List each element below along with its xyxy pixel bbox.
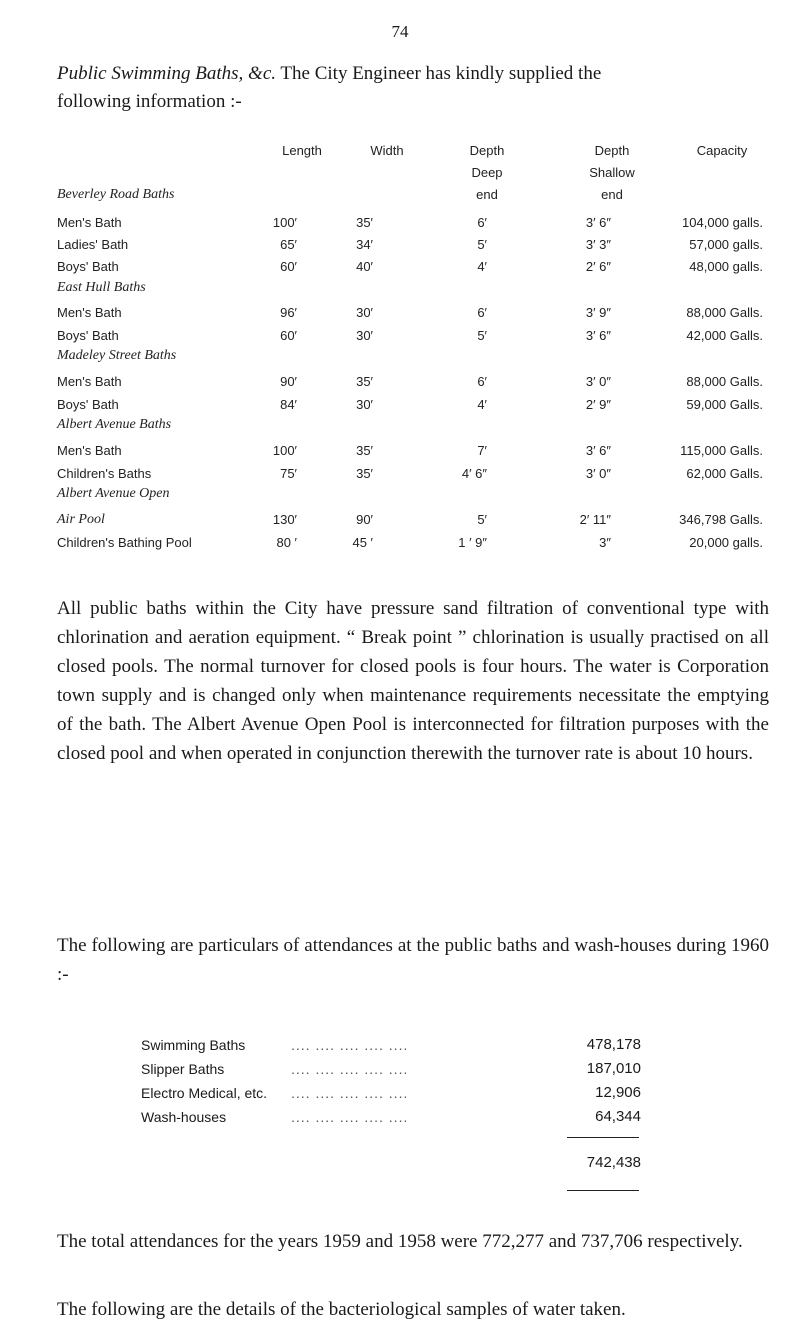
- attendances-intro-paragraph: The following are particulars of attendances at the public baths and wash-houses during 1960 :-: [57, 935, 769, 985]
- header-capacity: Capacity: [696, 143, 748, 158]
- total-rule: [567, 1190, 639, 1191]
- section-title: East Hull Baths: [57, 280, 146, 295]
- attendance-label: Swimming Baths: [141, 1037, 246, 1053]
- row-depth-shallow: 3′ 6″: [585, 443, 611, 458]
- row-width: 30′: [356, 397, 373, 412]
- attendance-label: Slipper Baths: [141, 1061, 225, 1077]
- row-width: 30′: [356, 328, 373, 343]
- attendance-value: 478,178: [586, 1036, 641, 1053]
- row-length: 100′: [272, 215, 297, 230]
- row-length: 96′: [280, 305, 297, 320]
- row-depth-deep: 6′: [477, 305, 487, 320]
- row-width: 35′: [356, 443, 373, 458]
- filtration-paragraph: All public baths within the City have pressure sand filtration of conventional type with chlorination and aeration equipment. “ Break point ” chlorination is usually practised on all closed pools. The normal turnover for closed pools is four hours. The water is Corporation town supply and is changed only when maintenance requirements necessitate the emptying of the bath. The Albert Avenue Open Pool is interconnected for filtration purposes with the closed pool and when operated in conjunction therewith the turnover rate is about 10 hours.: [57, 598, 769, 764]
- row-name: Boys' Bath: [57, 328, 119, 343]
- row-length: 65′: [280, 237, 297, 252]
- row-depth-deep: 1 ′ 9″: [458, 535, 487, 550]
- intro-line2-text: following information :-: [57, 91, 242, 112]
- row-depth-shallow: 3′ 3″: [585, 237, 611, 252]
- attendance-total: 742,438: [586, 1154, 641, 1171]
- intro-paragraph: [57, 60, 769, 116]
- row-length: 90′: [280, 374, 297, 389]
- totals-paragraph: The total attendances for the years 1959 and 1958 were 772,277 and 737,706 respectively.: [57, 1231, 743, 1252]
- row-width: 30′: [356, 305, 373, 320]
- attendance-label: Wash-houses: [141, 1109, 227, 1125]
- row-length: 84′: [280, 397, 297, 412]
- row-name: Boys' Bath: [57, 259, 119, 274]
- row-name: Air Pool: [57, 512, 105, 527]
- leader-dots: .... .... .... .... ....: [291, 1037, 409, 1053]
- table-row: [57, 302, 769, 324]
- row-name: Boys' Bath: [57, 397, 119, 412]
- header-depth-shallow: Depth Shallow end: [589, 143, 635, 202]
- row-depth-deep: 4′: [477, 397, 487, 412]
- bacteriological-paragraph: The following are the details of the bacteriological samples of water taken.: [57, 1299, 626, 1320]
- row-capacity: 59,000 Galls.: [686, 397, 763, 412]
- table-row: [57, 509, 769, 531]
- section-title: Beverley Road Baths: [57, 187, 175, 202]
- row-depth-deep: 5′: [477, 512, 487, 527]
- row-length: 60′: [280, 259, 297, 274]
- row-width: 35′: [356, 466, 373, 481]
- table-row: [57, 256, 769, 278]
- row-name: Children's Baths: [57, 466, 152, 481]
- row-depth-deep: 5′: [477, 328, 487, 343]
- row-depth-deep: 4′: [477, 259, 487, 274]
- page-number: 74: [391, 22, 409, 41]
- intro-line1-text: The City Engineer has kindly supplied the: [276, 63, 602, 84]
- table-row: [57, 234, 769, 256]
- row-name: Men's Bath: [57, 443, 122, 458]
- row-width: 34′: [356, 237, 373, 252]
- row-depth-shallow: 3′ 9″: [585, 305, 611, 320]
- subtotal-rule: [567, 1137, 639, 1138]
- row-capacity: 104,000 galls.: [682, 215, 763, 230]
- row-depth-shallow: 3′ 6″: [585, 215, 611, 230]
- row-capacity: 115,000 Galls.: [680, 443, 763, 458]
- list-item: [141, 1105, 641, 1129]
- row-width: 45 ′: [352, 535, 373, 550]
- table-row: [57, 325, 769, 347]
- table-row: [57, 440, 769, 462]
- row-length: 60′: [280, 328, 297, 343]
- row-length: 80 ′: [276, 535, 297, 550]
- header-length: Length: [282, 143, 322, 158]
- row-depth-deep: 7′: [477, 443, 487, 458]
- row-length: 100′: [272, 443, 297, 458]
- row-capacity: 57,000 galls.: [689, 237, 763, 252]
- table-row: [57, 371, 769, 393]
- row-depth-shallow: 3″: [599, 535, 611, 550]
- attendance-value: 187,010: [586, 1060, 641, 1077]
- list-item: [141, 1057, 641, 1081]
- row-width: 35′: [356, 374, 373, 389]
- row-name: Children's Bathing Pool: [57, 535, 192, 550]
- row-depth-deep: 6′: [477, 374, 487, 389]
- row-capacity: 20,000 galls.: [689, 535, 763, 550]
- section-title: Albert Avenue Baths: [57, 417, 172, 432]
- header-width: Width: [370, 143, 404, 158]
- row-length: 75′: [280, 466, 297, 481]
- leader-dots: .... .... .... .... ....: [291, 1085, 409, 1101]
- row-name: Men's Bath: [57, 215, 122, 230]
- section-title: Albert Avenue Open: [57, 486, 170, 501]
- header-depth-deep: Depth Deep end: [469, 143, 505, 202]
- row-name: Men's Bath: [57, 374, 122, 389]
- row-length: 130′: [272, 512, 297, 527]
- list-item: [141, 1033, 641, 1057]
- row-depth-deep: 5′: [477, 237, 487, 252]
- row-capacity: 346,798 Galls.: [679, 512, 763, 527]
- leader-dots: .... .... .... .... ....: [291, 1061, 409, 1077]
- row-depth-shallow: 3′ 0″: [585, 374, 611, 389]
- row-depth-shallow: 2′ 9″: [585, 397, 611, 412]
- row-width: 35′: [356, 215, 373, 230]
- table-row: [57, 532, 769, 554]
- attendance-value: 64,344: [595, 1108, 641, 1125]
- attendance-value: 12,906: [595, 1084, 641, 1101]
- intro-italic-heading: Public Swimming Baths, &c.: [57, 63, 277, 84]
- row-capacity: 48,000 galls.: [689, 259, 763, 274]
- row-capacity: 42,000 Galls.: [686, 328, 763, 343]
- row-width: 40′: [356, 259, 373, 274]
- row-depth-shallow: 2′ 6″: [585, 259, 611, 274]
- row-depth-shallow: 2′ 11″: [579, 512, 611, 527]
- row-name: Men's Bath: [57, 305, 122, 320]
- table-row: [57, 212, 769, 234]
- row-capacity: 88,000 Galls.: [686, 305, 763, 320]
- section-title: Madeley Street Baths: [57, 348, 177, 363]
- leader-dots: .... .... .... .... ....: [291, 1109, 409, 1125]
- table-row: [57, 463, 769, 485]
- table-row: [57, 394, 769, 416]
- row-depth-deep: 6′: [477, 215, 487, 230]
- attendance-label: Electro Medical, etc.: [141, 1085, 268, 1101]
- list-item: [141, 1081, 641, 1105]
- row-depth-shallow: 3′ 0″: [585, 466, 611, 481]
- row-depth-shallow: 3′ 6″: [585, 328, 611, 343]
- attendance-total-row: [141, 1151, 641, 1175]
- row-capacity: 88,000 Galls.: [686, 374, 763, 389]
- row-width: 90′: [356, 512, 373, 527]
- row-name: Ladies' Bath: [57, 237, 129, 252]
- row-depth-deep: 4′ 6″: [461, 466, 487, 481]
- row-capacity: 62,000 Galls.: [686, 466, 763, 481]
